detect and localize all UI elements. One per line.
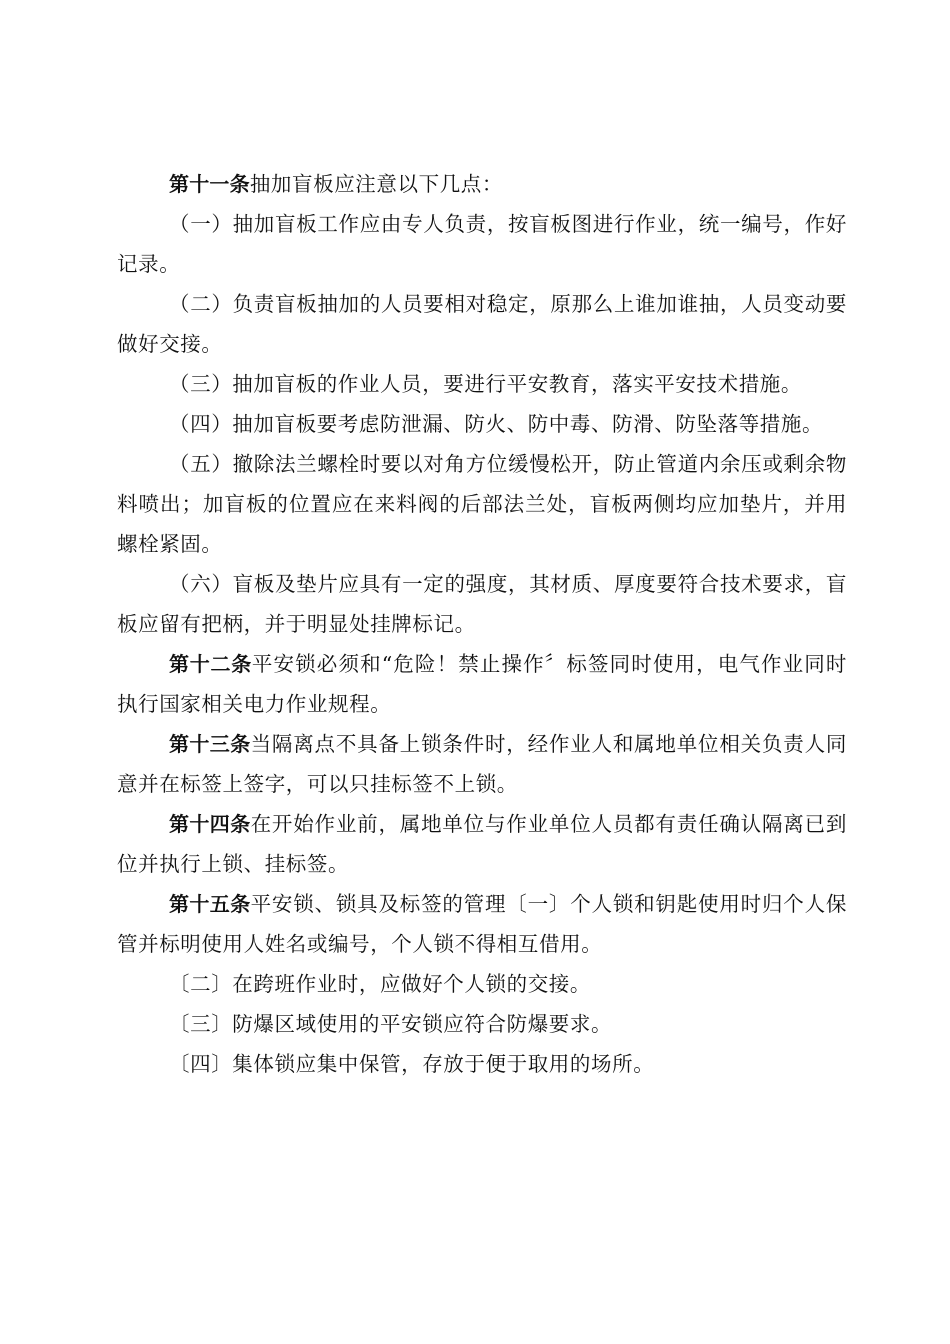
article-15-heading: 第十五条 <box>169 892 251 916</box>
article-11-item-2 <box>117 284 847 364</box>
article-11-item-5 <box>117 444 847 564</box>
document-body <box>117 164 847 1084</box>
article-11-item-3-text: （三）抽加盲板的作业人员，要进行平安教育，落实平安技术措施。 <box>169 372 802 396</box>
article-12-heading: 第十二条 <box>169 652 252 676</box>
article-11-item-6 <box>117 564 847 644</box>
article-11-item-1-text: （一）抽加盲板工作应由专人负责，按盲板图进行作业，统一编号，作好记录。 <box>117 212 847 276</box>
article-13-text: 当隔离点不具备上锁条件时，经作业人和属地单位相关负责人同意并在标签上签字，可以只挂标签不上锁。 <box>117 732 847 796</box>
article-13-paragraph <box>117 724 847 804</box>
article-15-item-4 <box>117 1044 847 1084</box>
article-11-item-3 <box>117 364 847 404</box>
article-15-item-2 <box>117 964 847 1004</box>
article-12-paragraph <box>117 644 847 724</box>
article-15-item-3-text: 〔三〕防爆区域使用的平安锁应符合防爆要求。 <box>169 1012 613 1036</box>
article-15-text: 平安锁、锁具及标签的管理〔一〕个人锁和钥匙使用时归个人保管并标明使用人姓名或编号，个人锁不得相互借用。 <box>117 892 847 956</box>
article-11-item-6-text: （六）盲板及垫片应具有一定的强度，其材质、厚度要符合技术要求，盲板应留有把柄，并于明显处挂牌标记。 <box>117 572 847 636</box>
article-15-paragraph <box>117 884 847 964</box>
article-14-heading: 第十四条 <box>169 812 251 836</box>
article-12-text: 平安锁必须和“危险！禁止操作〞标签同时使用，电气作业同时执行国家相关电力作业规程。 <box>117 652 847 716</box>
article-11-paragraph <box>117 164 847 204</box>
article-11-item-2-text: （二）负责盲板抽加的人员要相对稳定，原那么上谁加谁抽，人员变动要做好交接。 <box>117 292 847 356</box>
article-11-item-1 <box>117 204 847 284</box>
article-11-heading: 第十一条 <box>169 172 250 196</box>
article-11-text: 抽加盲板应注意以下几点： <box>249 172 504 196</box>
article-11-item-5-text: （五）撤除法兰螺栓时要以对角方位缓慢松开，防止管道内余压或剩余物料喷出；加盲板的位置应在来料阀的后部法兰处，盲板两侧均应加垫片，并用螺栓紧固。 <box>117 452 847 556</box>
article-15-item-2-text: 〔二〕在跨班作业时，应做好个人锁的交接。 <box>169 972 591 996</box>
article-11-item-4-text: （四）抽加盲板要考虑防泄漏、防火、防中毒、防滑、防坠落等措施。 <box>169 412 824 436</box>
article-14-text: 在开始作业前，属地单位与作业单位人员都有责任确认隔离已到位并执行上锁、挂标签。 <box>117 812 847 876</box>
article-15-item-4-text: 〔四〕集体锁应集中保管，存放于便于取用的场所。 <box>169 1052 655 1076</box>
article-14-paragraph <box>117 804 847 884</box>
article-11-item-4 <box>117 404 847 444</box>
article-15-item-3 <box>117 1004 847 1044</box>
article-13-heading: 第十三条 <box>169 732 251 756</box>
